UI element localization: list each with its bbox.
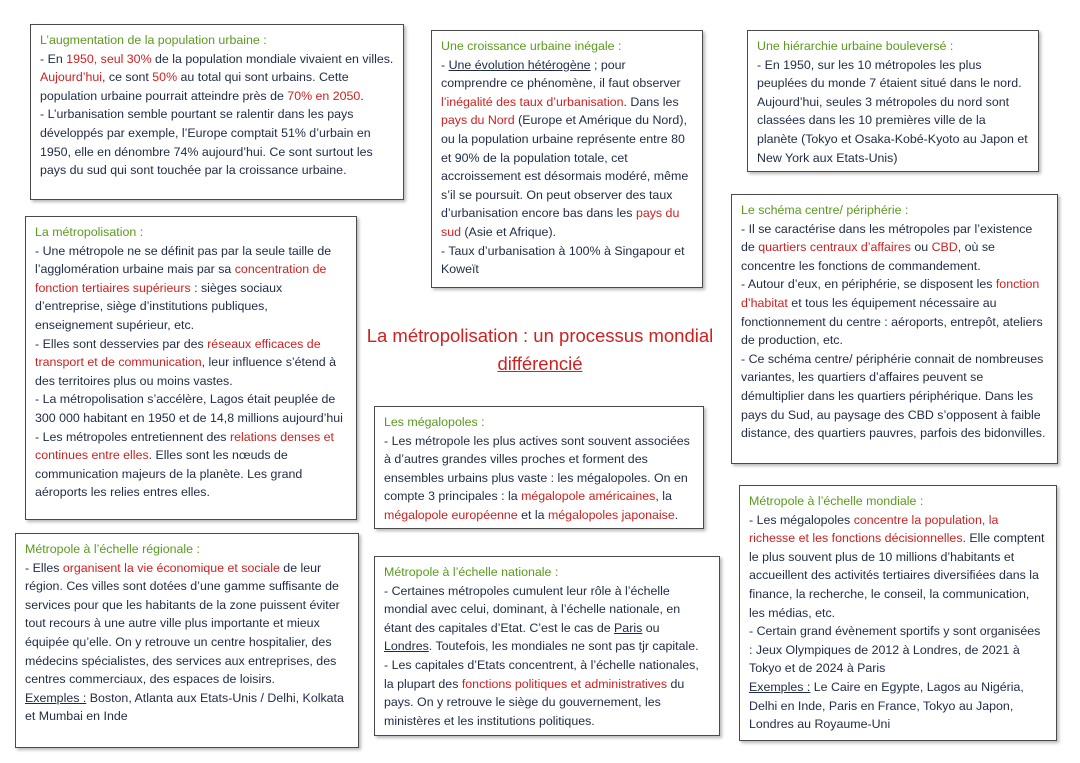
text-span: - Il se caractérise dans les métropoles par l’existence de — [741, 221, 1033, 255]
paragraph-nationale-1 — [384, 582, 710, 656]
text-span: (Asie et Afrique). — [460, 224, 557, 239]
text-span: , la — [655, 489, 672, 504]
paragraph-metropolisation-3: - La métropolisation s’accélère, Lagos était peuplée de 300 000 habitant en 1950 et de 14,8 millions aujourd’hui — [35, 392, 343, 425]
highlight-pays-du-nord: pays du Nord — [441, 113, 515, 128]
text-span: - — [441, 57, 449, 72]
examples-label: Exemples : — [749, 679, 811, 694]
text-span: au total qui sont urbains. Cette population urbaine pourrait atteindre près de — [40, 70, 349, 103]
box-population-urbaine — [30, 24, 404, 200]
paragraph-centre-2 — [741, 275, 1048, 349]
examples-text: Boston, Atlanta aux Etats-Unis / Delhi, Kolkata et Mumbai en Inde — [25, 690, 344, 724]
underlined-paris: Paris — [614, 620, 643, 635]
paragraph-centre-3: - Ce schéma centre/ périphérie connait de nombreuses variantes, les quartiers d’affaires peuvent se démultiplier dans les quartiers périphérique. Dans les pays du Sud, au paysage des CBD s’opposent à faible distance, des quartiers pauvres, parfois des bidonvilles. — [741, 351, 1046, 441]
highlight-pays-du-sud: pays du sud — [441, 206, 680, 239]
text-span: - Elles — [25, 560, 63, 575]
paragraph-mondiale-examples — [749, 678, 1047, 734]
paragraph-megalopoles-1 — [384, 432, 694, 525]
paragraph-metropolisation-1 — [35, 242, 347, 335]
paragraph-metropolisation-4 — [35, 428, 347, 502]
heading-echelle-nationale: Métropole à l’échelle nationale : — [384, 565, 559, 579]
text-span: , où se concentre les fonctions de commandement. — [741, 240, 995, 273]
box-centre-peripherie — [731, 194, 1058, 464]
paragraph-hierarchie-1: - En 1950, sur les 10 métropoles les plus peuplées du monde 7 étaient situé dans le nord. Aujourd’hui, seules 3 métropoles du nord sont classées dans les 10 premières ville de la planète (Tokyo et Osaka-Kobé-Kyoto au Japon et New York aux Etats-Unis) — [757, 57, 1028, 165]
highlight-megalopole-japonaise: mégalopoles japonaise — [547, 507, 675, 522]
highlight-organisent-vie: organisent la vie économique et sociale — [62, 560, 280, 575]
text-span: , ce sont — [102, 70, 153, 85]
box-echelle-regionale — [15, 533, 359, 748]
highlight-reseaux: réseaux efficaces de transport et de communication — [35, 336, 321, 370]
paragraph-regionale-1 — [25, 559, 349, 689]
highlight-70-2050: 70% en 2050 — [287, 88, 361, 103]
text-span: . Dans les — [623, 94, 679, 109]
text-span: , leur influence s’étend à des territoires plus ou moins vastes. — [35, 355, 336, 388]
heading-echelle-mondiale: Métropole à l’échelle mondiale : — [749, 494, 924, 508]
highlight-quartiers-centraux: quartiers centraux d’affaires — [758, 240, 911, 255]
text-span: (Europe et Amérique du Nord), ou la population urbaine représente entre 80 et 90% de la population totale, cet accroissement est désormais modéré, même s’il se poursuit. On peut observer des taux d’urbanisation encore bas dans les — [441, 113, 689, 221]
paragraph-croissance-1 — [441, 56, 693, 242]
heading-croissance-urbaine: Une croissance urbaine inégale : — [441, 39, 622, 53]
highlight-fonctions-tertiaires: concentration de fonction tertiaires supérieurs — [35, 262, 327, 295]
heading-population-urbaine: L’augmentation de la population urbaine : — [40, 33, 267, 47]
heading-megalopoles: Les mégalopoles : — [384, 415, 485, 429]
paragraph-nationale-2 — [384, 656, 710, 730]
paragraph-metropolisation-2 — [35, 335, 347, 391]
text-span: - En — [40, 51, 67, 66]
highlight-relations: relations denses et continues entre elles — [35, 429, 334, 463]
examples-text: Le Caire en Egypte, Lagos au Nigéria, Delhi en Inde, Paris en France, Tokyo au Japon, Londres au Royaume-Uni — [749, 679, 1024, 732]
text-span: ou — [910, 240, 932, 255]
paragraph-regionale-examples — [25, 689, 349, 726]
highlight-concentre-population: concentre la population, la richesse et les fonctions décisionnelles — [749, 512, 999, 546]
heading-echelle-regionale: Métropole à l’échelle régionale : — [25, 542, 200, 556]
highlight-megalopole-americaine: mégalopole américaines — [521, 489, 656, 504]
page-title — [356, 322, 724, 378]
text-span: - Une métropole ne se définit pas par la seule taille de l’agglomération urbaine mais par sa — [35, 243, 332, 277]
highlight-megalopole-europeenne: mégalopole européenne — [384, 507, 518, 522]
page-title-line1: La métropolisation : un processus mondial — [366, 325, 714, 346]
paragraph-mondiale-2: - Certain grand évènement sportifs y sont organisées : Jeux Olympiques de 2012 à Londres, de 2021 à Tokyo et de 2024 à Paris — [749, 624, 1041, 676]
text-span: - Certaines métropoles cumulent leur rôle à l’échelle mondial avec celui, dominant, à l’échelle nationale, en étant des capitales d’Etat. C’est le cas de — [384, 583, 681, 635]
text-span: - Elles sont desservies par des — [35, 336, 208, 351]
text-span: - Autour d’eux, en périphérie, se disposent les — [741, 277, 996, 292]
examples-label: Exemples : — [25, 690, 87, 705]
text-span: : sièges sociaux d’entreprise, siège d’institutions publiques, enseignement supérieur, etc. — [35, 280, 283, 332]
text-span: . Elles sont les nœuds de communication majeurs de la planète. Les grand aéroports les relies entres elles. — [35, 448, 303, 500]
text-span: - Les métropole les plus actives sont souvent associées à d’autres grandes villes proches et forment des ensembles urbains plus vaste : les mégalopoles. On en compte 3 principales : la — [384, 433, 690, 504]
text-span: et la — [517, 507, 548, 522]
page-title-line2: différencié — [497, 353, 583, 374]
highlight-fonction-habitat: fonction d’habitat — [741, 277, 1040, 310]
paragraph-urbaine-2: - L’urbanisation semble pourtant se ralentir dans les pays développés par exemple, l’Europe comptait 51% d’urbain en 1950, elle en dénombre 74% aujourd’hui. Ce sont surtout les pays du sud qui sont touchée par la croissance urbaine. — [40, 107, 373, 178]
text-span: - Les mégalopoles — [749, 512, 854, 527]
text-span: - Les métropoles entretiennent des — [35, 429, 230, 444]
highlight-cbd: CBD — [931, 240, 958, 255]
paragraph-mondiale-1 — [749, 511, 1047, 623]
box-echelle-nationale — [374, 556, 720, 736]
underlined-londres: Londres — [384, 639, 429, 654]
highlight-inegalite: l’inégalité des taux d’urbanisation — [441, 94, 624, 109]
text-span: de la population mondiale vivaient en villes. — [151, 51, 394, 66]
box-metropolisation — [25, 216, 357, 520]
text-span: . — [674, 507, 679, 522]
highlight-fonctions-politiques: fonctions politiques et administratives — [461, 676, 668, 691]
heading-centre-peripherie: Le schéma centre/ périphérie : — [741, 203, 909, 217]
text-span: de leur région. Ces villes sont dotées d’une gamme suffisante de services pour que les habitants de la zone puissent éviter tout recours à une autre ville plus importante et mieux équipée qu’elle. On y retrouve un centre hospitalier, des médecins spécialistes, des services aux entreprises, des centres commerciaux, des espaces de loisirs. — [25, 560, 340, 687]
text-span: . Toutefois, les mondiales ne sont pas tjr capitale. — [428, 639, 699, 654]
box-croissance-urbaine — [431, 30, 703, 288]
box-megalopoles — [374, 406, 704, 529]
heading-hierarchie-urbaine: Une hiérarchie urbaine bouleversé : — [757, 39, 954, 53]
heading-metropolisation: La métropolisation : — [35, 225, 144, 239]
highlight-1950: 1950, seul 30% — [66, 51, 152, 66]
text-span: ; pour comprendre ce phénomène, il faut observer — [441, 57, 681, 91]
text-span: et tous les équipement nécessaire au fonctionnement du centre : aéroports, entrepôt, ateliers de production, etc. — [741, 295, 1043, 348]
paragraph-croissance-2: - Taux d’urbanisation à 100% à Singapour et Koweït — [441, 243, 685, 277]
text-span: . — [360, 88, 364, 103]
paragraph-centre-1 — [741, 220, 1048, 276]
text-span: ou — [642, 620, 660, 635]
text-span: . Elle comptent le plus souvent plus de 10 millions d’habitants et accueillent des activités tertiaires diversifiées dans la finance, la recherche, le conseil, la communication, les médias, etc. — [749, 531, 1045, 620]
text-span: du pays. On y retrouve le siège du gouvernement, les ministères et les institutions politiques. — [384, 676, 685, 728]
paragraph-urbaine-1 — [40, 50, 394, 106]
highlight-50: 50% — [152, 70, 178, 85]
highlight-aujourdhui: Aujourd’hui — [40, 70, 102, 85]
text-span: - Les capitales d’Etats concentrent, à l’échelle nationales, la plupart des — [384, 657, 699, 691]
box-echelle-mondiale — [739, 485, 1057, 741]
underlined-evolution-heterogene: Une évolution hétérogène — [448, 57, 591, 72]
box-hierarchie-urbaine — [747, 30, 1039, 172]
